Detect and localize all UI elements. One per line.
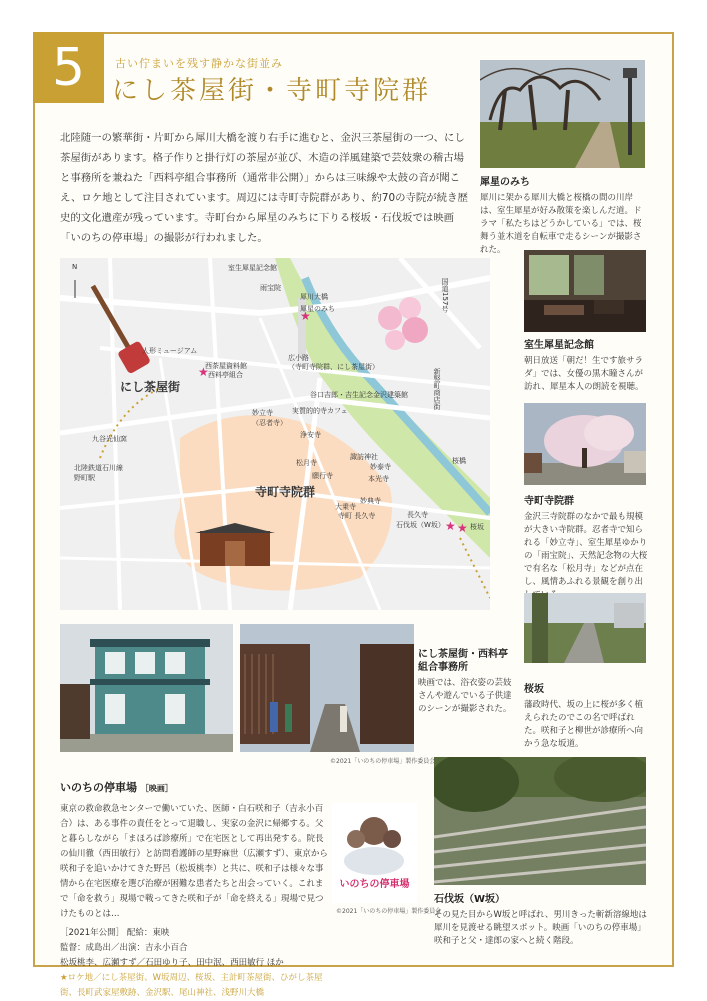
map-bus-stop: 広小路 [288, 354, 309, 362]
caption-teramachi-title: 寺町寺院群 [524, 496, 574, 507]
svg-text:★: ★ [457, 521, 468, 535]
map-ninjadera: （忍者寺） [252, 419, 287, 427]
map-kisyoji: 寺町 長久寺 [338, 512, 376, 520]
map-honkoji: 妙典寺 [360, 497, 381, 505]
area-map [60, 258, 490, 610]
movie-tag: ［映画］ [140, 784, 173, 793]
map-saisei-michi: 犀星のみち [300, 305, 335, 313]
svg-text:★: ★ [198, 365, 209, 379]
movie-title-line [60, 780, 328, 796]
map-sakurabashi: 桜橋 [452, 457, 466, 465]
movie-description: 東京の救命救急センターで働いていた、医師・白石咲和子（吉永小百合）は、ある事件の責任をとって退職し、実家の金沢に帰郷する。父と暮らしながら「まほろば診療所」で在宅医として再出発する。院長の仙川徹（西田敏行）と訪問看護師の星野麻世（広瀬すず）、東京から咲和子を追いかけてきた野呂（松坂桃李）と共に、咲和子は様々な事情から在宅医療を選び治療が困難な患者たちと出会っていく。これまで「命を救う」現場で戦ってきた咲和子が「命を終える」現場で見つけたものとは… [60, 804, 328, 919]
movie-locations: ★ロケ地／にし茶屋街、W坂周辺、桜坂、主計町茶屋街、ひがし茶屋街、長町武家屋敷跡、金沢駅、尾山神社、浅野川大橋 [60, 973, 323, 998]
map-suwa: 諏訪神社 [350, 453, 378, 461]
movie-release: ［2021年公開］ 配給：東映 [60, 928, 170, 938]
photo-teramachi [524, 403, 646, 485]
map-ningyo: 人形ミュージアム [142, 347, 198, 355]
map-myoryuji: 妙立寺 [252, 409, 273, 417]
map-kutani: 九谷光仙窯 [92, 435, 127, 443]
map-saigawa-ohashi: 犀川大橋 [300, 293, 328, 301]
movie-staff: 監督：成島出／出演：吉永小百合 [60, 943, 188, 953]
caption-ishikiri-text: その見た目からW坂と呼ばれ、男川きった斬新溶線地は犀川を見渡せる眺望スポット。映画「いのちの停車場」咲和子と父・達郎の家へと続く階段。 [434, 910, 647, 946]
map-saisei-kinenkan: 室生犀星記念館 [228, 264, 277, 272]
svg-text:★: ★ [445, 519, 456, 533]
caption-ishikirizaka [434, 893, 649, 948]
caption-saisei-kinenkan [524, 339, 649, 394]
caption-kumiai-title: にし茶屋街・西料亭組合事務所 [418, 649, 508, 673]
svg-text:★: ★ [300, 309, 311, 323]
movie-info [60, 780, 328, 1001]
section-subtitle: 古い佇まいを残す静かな街並み [115, 57, 283, 70]
map-daiju: 大乗寺 [335, 503, 356, 511]
caption-sakurazaka [524, 683, 649, 751]
map-nishi-kumiai: 西料亭組合 [208, 371, 243, 379]
photo-credit: ©2021「いのちの停車場」製作委員会 [330, 758, 436, 765]
caption-saisei-michi [480, 176, 645, 257]
poster-title: いのちの停車場 [339, 879, 410, 890]
poster-credit: ©2021「いのちの停車場」製作委員会 [336, 908, 442, 915]
photo-saisei-michi [480, 60, 645, 168]
map-bus-stop-sub: （寺町寺院群、にし茶屋街） [288, 363, 379, 371]
caption-kumiai [418, 648, 513, 716]
caption-teramachi-text: 金沢三寺院群のなかで最も規模が大きい寺院群。忍者寺で知られる「妙立寺」、室生犀星ゆかりの「雨宝院」、天然記念物の大桜で有名な「松月寺」などが点在し、風情あふれる景観を創り出 [524, 512, 648, 587]
map-nishi-kumiai-sub: 西茶屋資料館 [205, 362, 247, 370]
caption-sakurazaka-text: 藩政時代、坂の上に桜が多く植えられたのでこの名で呼ばれた。咲和子と柳世が診療所へ向かう急な坂道。 [524, 700, 644, 749]
intro-text: 北陸随一の繁華街・片町から犀川大橋を渡り右手に進むと、金沢三茶屋街の一つ、にし茶屋街があります。格子作りと掛行灯の茶屋が並び、木造の洋風建築で芸妓衆の稽古場と事務所を兼ねた「西料亭組合事務所（通常非公開）」からは三味線や太鼓の音が聞こえ、ロケ地として注目されています。周辺には寺町寺院群があり、約70の寺院が続き歴史的文化遺産が残っています。寺町台から犀星のみちに下りる桜坂・石伐坂では映画「いのちの停車場」の撮影が行われました。 [60, 132, 468, 244]
caption-teramachi [524, 495, 649, 602]
map-station: 新竪町商店街 [433, 368, 441, 410]
map-north: N [72, 263, 78, 271]
section-title: にし茶屋街・寺町寺院群 [112, 76, 432, 106]
caption-saisei-michi-text: 犀川に架かる犀川大橋と桜橋の間の川岸は、室生犀星が好み散策を楽しんだ道。ドラマ「私たちはどうかしている」では、桜舞う並木道を自転車で走るシーンが撮影された。 [480, 193, 642, 255]
movie-poster [332, 803, 417, 903]
photo-ishikirizaka [434, 757, 646, 885]
movie-cast: 松坂桃李、広瀬すず／石田ゆり子、田中泯、西田敏行 ほか [60, 958, 284, 968]
map-road: 国道157号 [441, 278, 449, 313]
caption-ishikiri-title: 石伐坂（W坂） [434, 894, 506, 905]
map-gankoji: 願行寺 [312, 472, 333, 480]
map-uhoin: 雨宝院 [260, 284, 281, 292]
map-hokuriku: 北陸鉄道石川線 野町駅 [74, 464, 123, 482]
map-nagakyuji: 長久寺 [407, 511, 428, 519]
map-myotaiji: 本光寺 [368, 475, 389, 483]
caption-kinenkan-text: 朝日放送「朝だ！生です旅サラダ」では、女優の黒木瞳さんが訪れ、犀星本人の朗読を視聴。 [524, 356, 644, 392]
map-shogetsuji: 松月寺 [296, 459, 317, 467]
map-sakura: 桜坂 [470, 523, 484, 531]
map-teramachi: 寺町寺院群 [255, 485, 316, 499]
map-joanji: 浄安寺 [300, 431, 321, 439]
photo-sakurazaka [524, 593, 646, 663]
caption-saisei-michi-title: 犀星のみち [480, 177, 530, 188]
map-taniguchi: 谷口吉郎・吉生記念金沢建築館 [310, 391, 408, 399]
caption-kinenkan-title: 室生犀星記念館 [524, 340, 594, 351]
map-zenryo: 妙泰寺 [370, 463, 391, 471]
photo-chaya-street [240, 624, 414, 752]
section-number: 5 [33, 32, 104, 103]
map-jitsugyo: 実質的的寺カフェ [292, 407, 348, 415]
map-nishi-chaya: にし茶屋街 [120, 380, 181, 394]
photo-kumiai [60, 624, 233, 752]
photo-saisei-kinenkan [524, 250, 646, 332]
caption-sakurazaka-title: 桜坂 [524, 684, 544, 695]
caption-kumiai-text: 映画では、浴衣姿の芸妓さんや遊んでいる子供達のシーンが撮影された。 [418, 678, 512, 714]
map-ishikiri: 石伐坂（W坂） [396, 521, 445, 529]
movie-title: いのちの停車場 [60, 781, 137, 794]
